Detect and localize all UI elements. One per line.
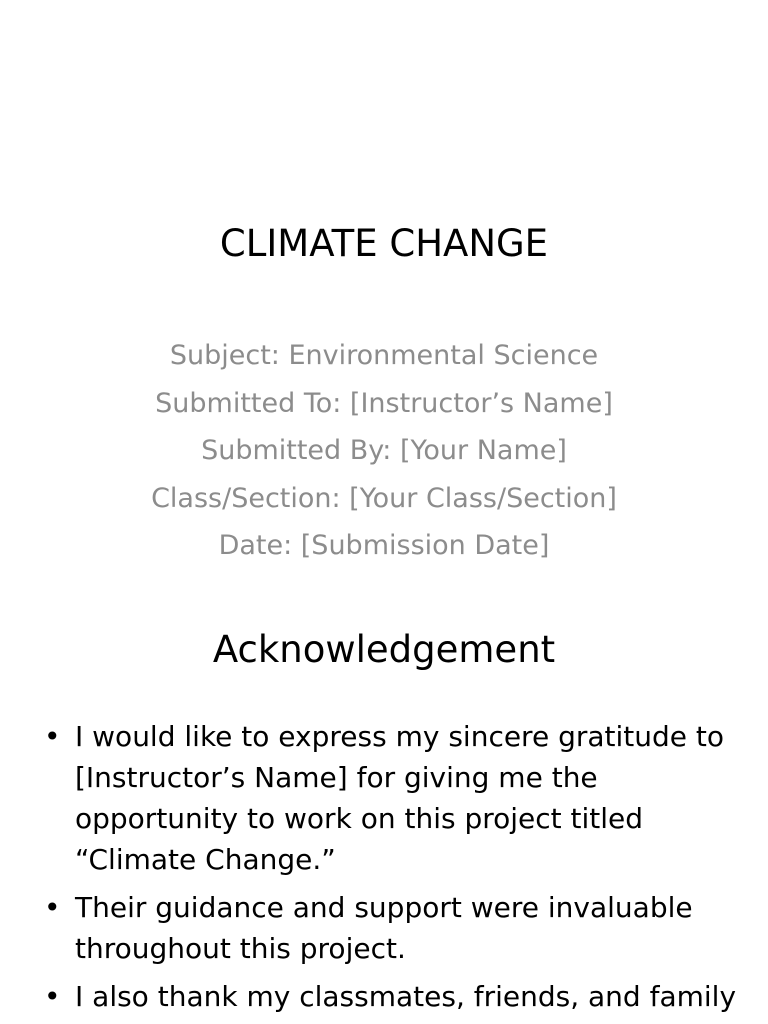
bullet-icon: • bbox=[44, 720, 61, 753]
list-item-text: Their guidance and support were invaluable throughout this project. bbox=[75, 891, 693, 965]
document-title: CLIMATE CHANGE bbox=[219, 222, 549, 265]
date-line: Date: [Submission Date] bbox=[218, 530, 550, 561]
list-item bbox=[40, 976, 740, 1017]
list-item-text: I also thank my classmates, friends, and family bbox=[75, 980, 737, 1013]
list-item bbox=[40, 887, 740, 969]
acknowledgement-list bbox=[40, 716, 740, 1024]
class-section-line: Class/Section: [Your Class/Section] bbox=[151, 482, 617, 514]
list-item bbox=[40, 716, 740, 880]
subject-line: Subject: Environmental Science bbox=[169, 340, 599, 371]
bullet-icon: • bbox=[44, 980, 61, 1013]
title-page-details bbox=[0, 332, 768, 570]
list-item-text: I would like to express my sincere gratitude to [Instructor’s Name] for giving me the opportunity to work on this project titled “Climate Change.” bbox=[75, 720, 725, 876]
acknowledgement-heading: Acknowledgement bbox=[212, 628, 556, 671]
bullet-icon: • bbox=[44, 891, 61, 924]
submitted-by-line: Submitted By: [Your Name] bbox=[201, 435, 567, 466]
submitted-to-line: Submitted To: [Instructor’s Name] bbox=[155, 387, 613, 419]
